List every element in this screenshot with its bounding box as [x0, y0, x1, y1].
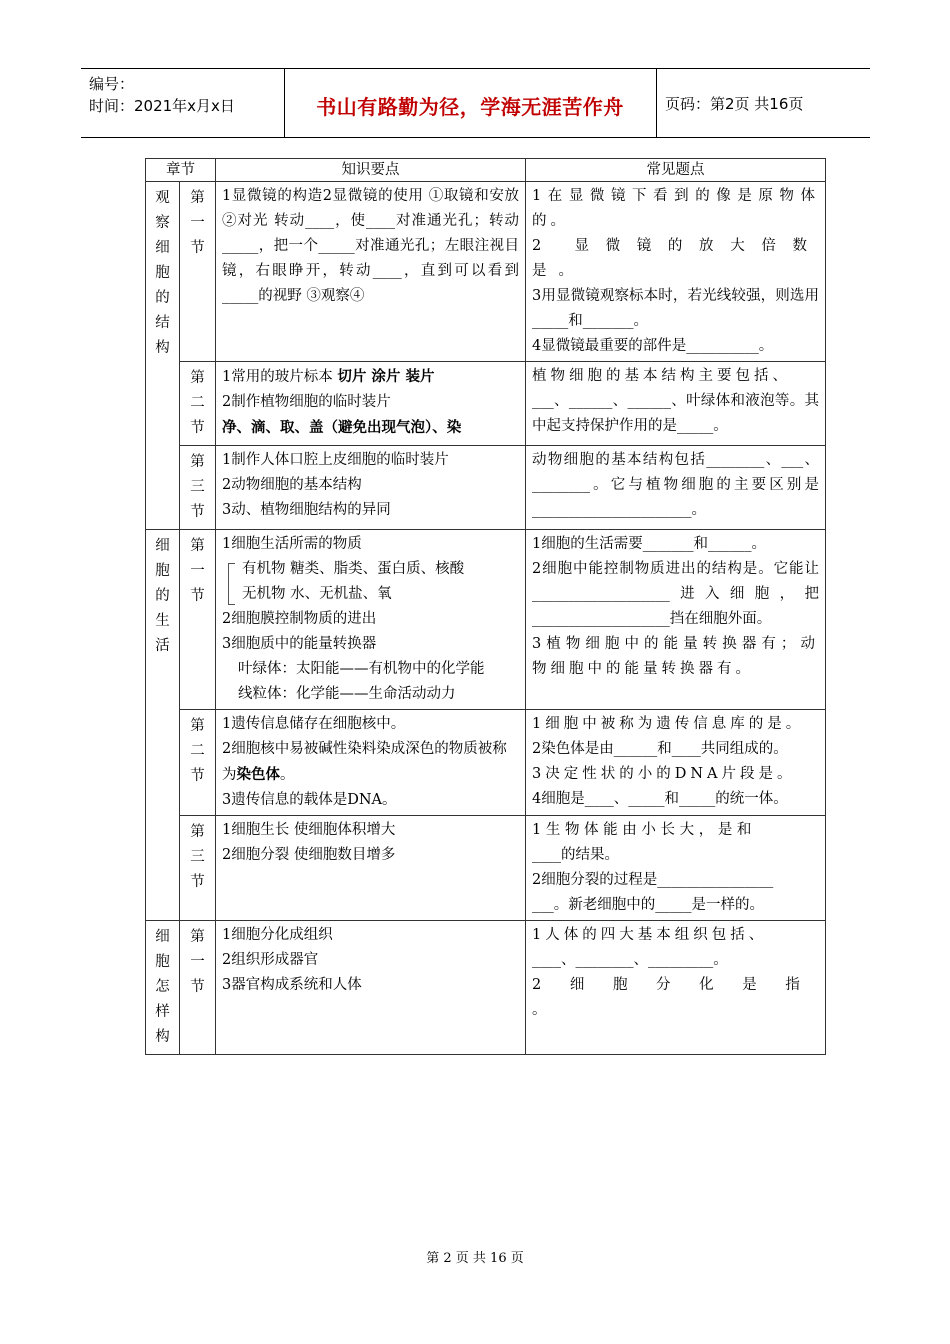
section-name: 第 三 节	[180, 446, 216, 530]
questions-cell: 植物细胞的基本结构主要包括、 ___、______、______、叶绿体和液泡等。其中起支持保护作用的是_____。	[526, 362, 826, 446]
knowledge-cell: 1显微镜的构造2显微镜的使用 ①取镜和安放 ②对光 转动____，使____对准通光孔；转动_____，把一个_____对准通光孔；左眼注视目镜，右眼睁开，转动____，直到可以看到_____的视野 ③观察④	[216, 182, 526, 362]
document-header	[81, 68, 870, 138]
date-line: 时间：2021年x月x日	[89, 97, 235, 115]
table-row	[146, 530, 826, 710]
table-row	[146, 921, 826, 1055]
knowledge-cell: 1遗传信息储存在细胞核中。 2细胞核中易被碱性染料染成深色的物质被称为染色体。 3遗传信息的载体是DNA。	[216, 710, 526, 816]
header-questions: 常见题点	[526, 159, 826, 182]
header-chapter: 章节	[146, 159, 216, 182]
questions-cell: 1 生 物 体 能 由 小 长 大 ， 是 和 ____的结果。 2细胞分裂的过程是________________ ___。新老细胞中的_____是一样的。	[526, 816, 826, 921]
number-label: 编号：	[89, 75, 135, 93]
chapter-title: 细 胞 的 生 活	[146, 530, 180, 921]
questions-cell: 1人体的四大基本组织包括、 ____、________、_________。 2 细 胞 分 化 是 指 。	[526, 921, 826, 1055]
chapter-title: 观 察 细 胞 的 结 构	[146, 182, 180, 530]
header-knowledge: 知识要点	[216, 159, 526, 182]
section-name: 第 一 节	[180, 530, 216, 710]
substance-group: 有机物 糖类、脂类、蛋白质、核酸 无机物 水、无机盐、氧	[222, 557, 519, 607]
knowledge-table	[145, 158, 826, 1055]
knowledge-cell: 1细胞生活所需的物质 有机物 糖类、脂类、蛋白质、核酸 无机物 水、无机盐、氧 2细胞膜控制物质的进出 3细胞质中的能量转换器 叶绿体：太阳能——有机物中的化学能 线粒体：化学能——生命活动动力	[216, 530, 526, 710]
section-name: 第 一 节	[180, 182, 216, 362]
section-name: 第 三 节	[180, 816, 216, 921]
table-row	[146, 446, 826, 530]
section-name: 第 二 节	[180, 362, 216, 446]
table-header-row	[146, 159, 826, 182]
chapter-title: 细 胞 怎 样 构	[146, 921, 180, 1055]
table-row	[146, 710, 826, 816]
questions-cell: 1细胞中被称为遗传信息库的是。 2染色体是由______和____共同组成的。 3决定性状的小的DNA片段是。 4细胞是____、_____和_____的统一体。	[526, 710, 826, 816]
knowledge-cell: 1常用的玻片标本 切片 涂片 装片 2制作植物细胞的临时装片 净、滴、取、盖（避免出现气泡）、染	[216, 362, 526, 446]
header-motto: 书山有路勤为径，学海无涯苦作舟	[316, 95, 624, 119]
header-divider	[656, 69, 657, 137]
table-row	[146, 816, 826, 921]
questions-cell: 1在显微镜下看到的像是原物体的。 2 显微镜的放大倍数是。 3用显微镜观察标本时，若光线较强，则选用_____和_______。 4显微镜最重要的部件是__________。	[526, 182, 826, 362]
table-row	[146, 182, 826, 362]
questions-cell: 1细胞的生活需要_______和______。 2细胞中能控制物质进出的结构是。它能让___________________进入细胞，把___________________挡在细胞外面。 3植物细胞中的能量转换器有；动物细胞中的能量转换器有。	[526, 530, 826, 710]
knowledge-cell: 1制作人体口腔上皮细胞的临时装片 2动物细胞的基本结构 3动、植物细胞结构的异同	[216, 446, 526, 530]
table-row	[146, 362, 826, 446]
knowledge-cell: 1细胞生长 使细胞体积增大 2细胞分裂 使细胞数目增多	[216, 816, 526, 921]
questions-cell: 动物细胞的基本结构包括________、___、________。它与植物细胞的主要区别是______________________。	[526, 446, 826, 530]
header-page-info: 页码：第2页 共16页	[665, 95, 804, 113]
knowledge-cell: 1细胞分化成组织 2组织形成器官 3器官构成系统和人体	[216, 921, 526, 1055]
page-footer: 第 2 页 共 16 页	[426, 1251, 524, 1266]
section-name: 第 一 节	[180, 921, 216, 1055]
header-meta	[89, 73, 235, 117]
section-name: 第 二 节	[180, 710, 216, 816]
